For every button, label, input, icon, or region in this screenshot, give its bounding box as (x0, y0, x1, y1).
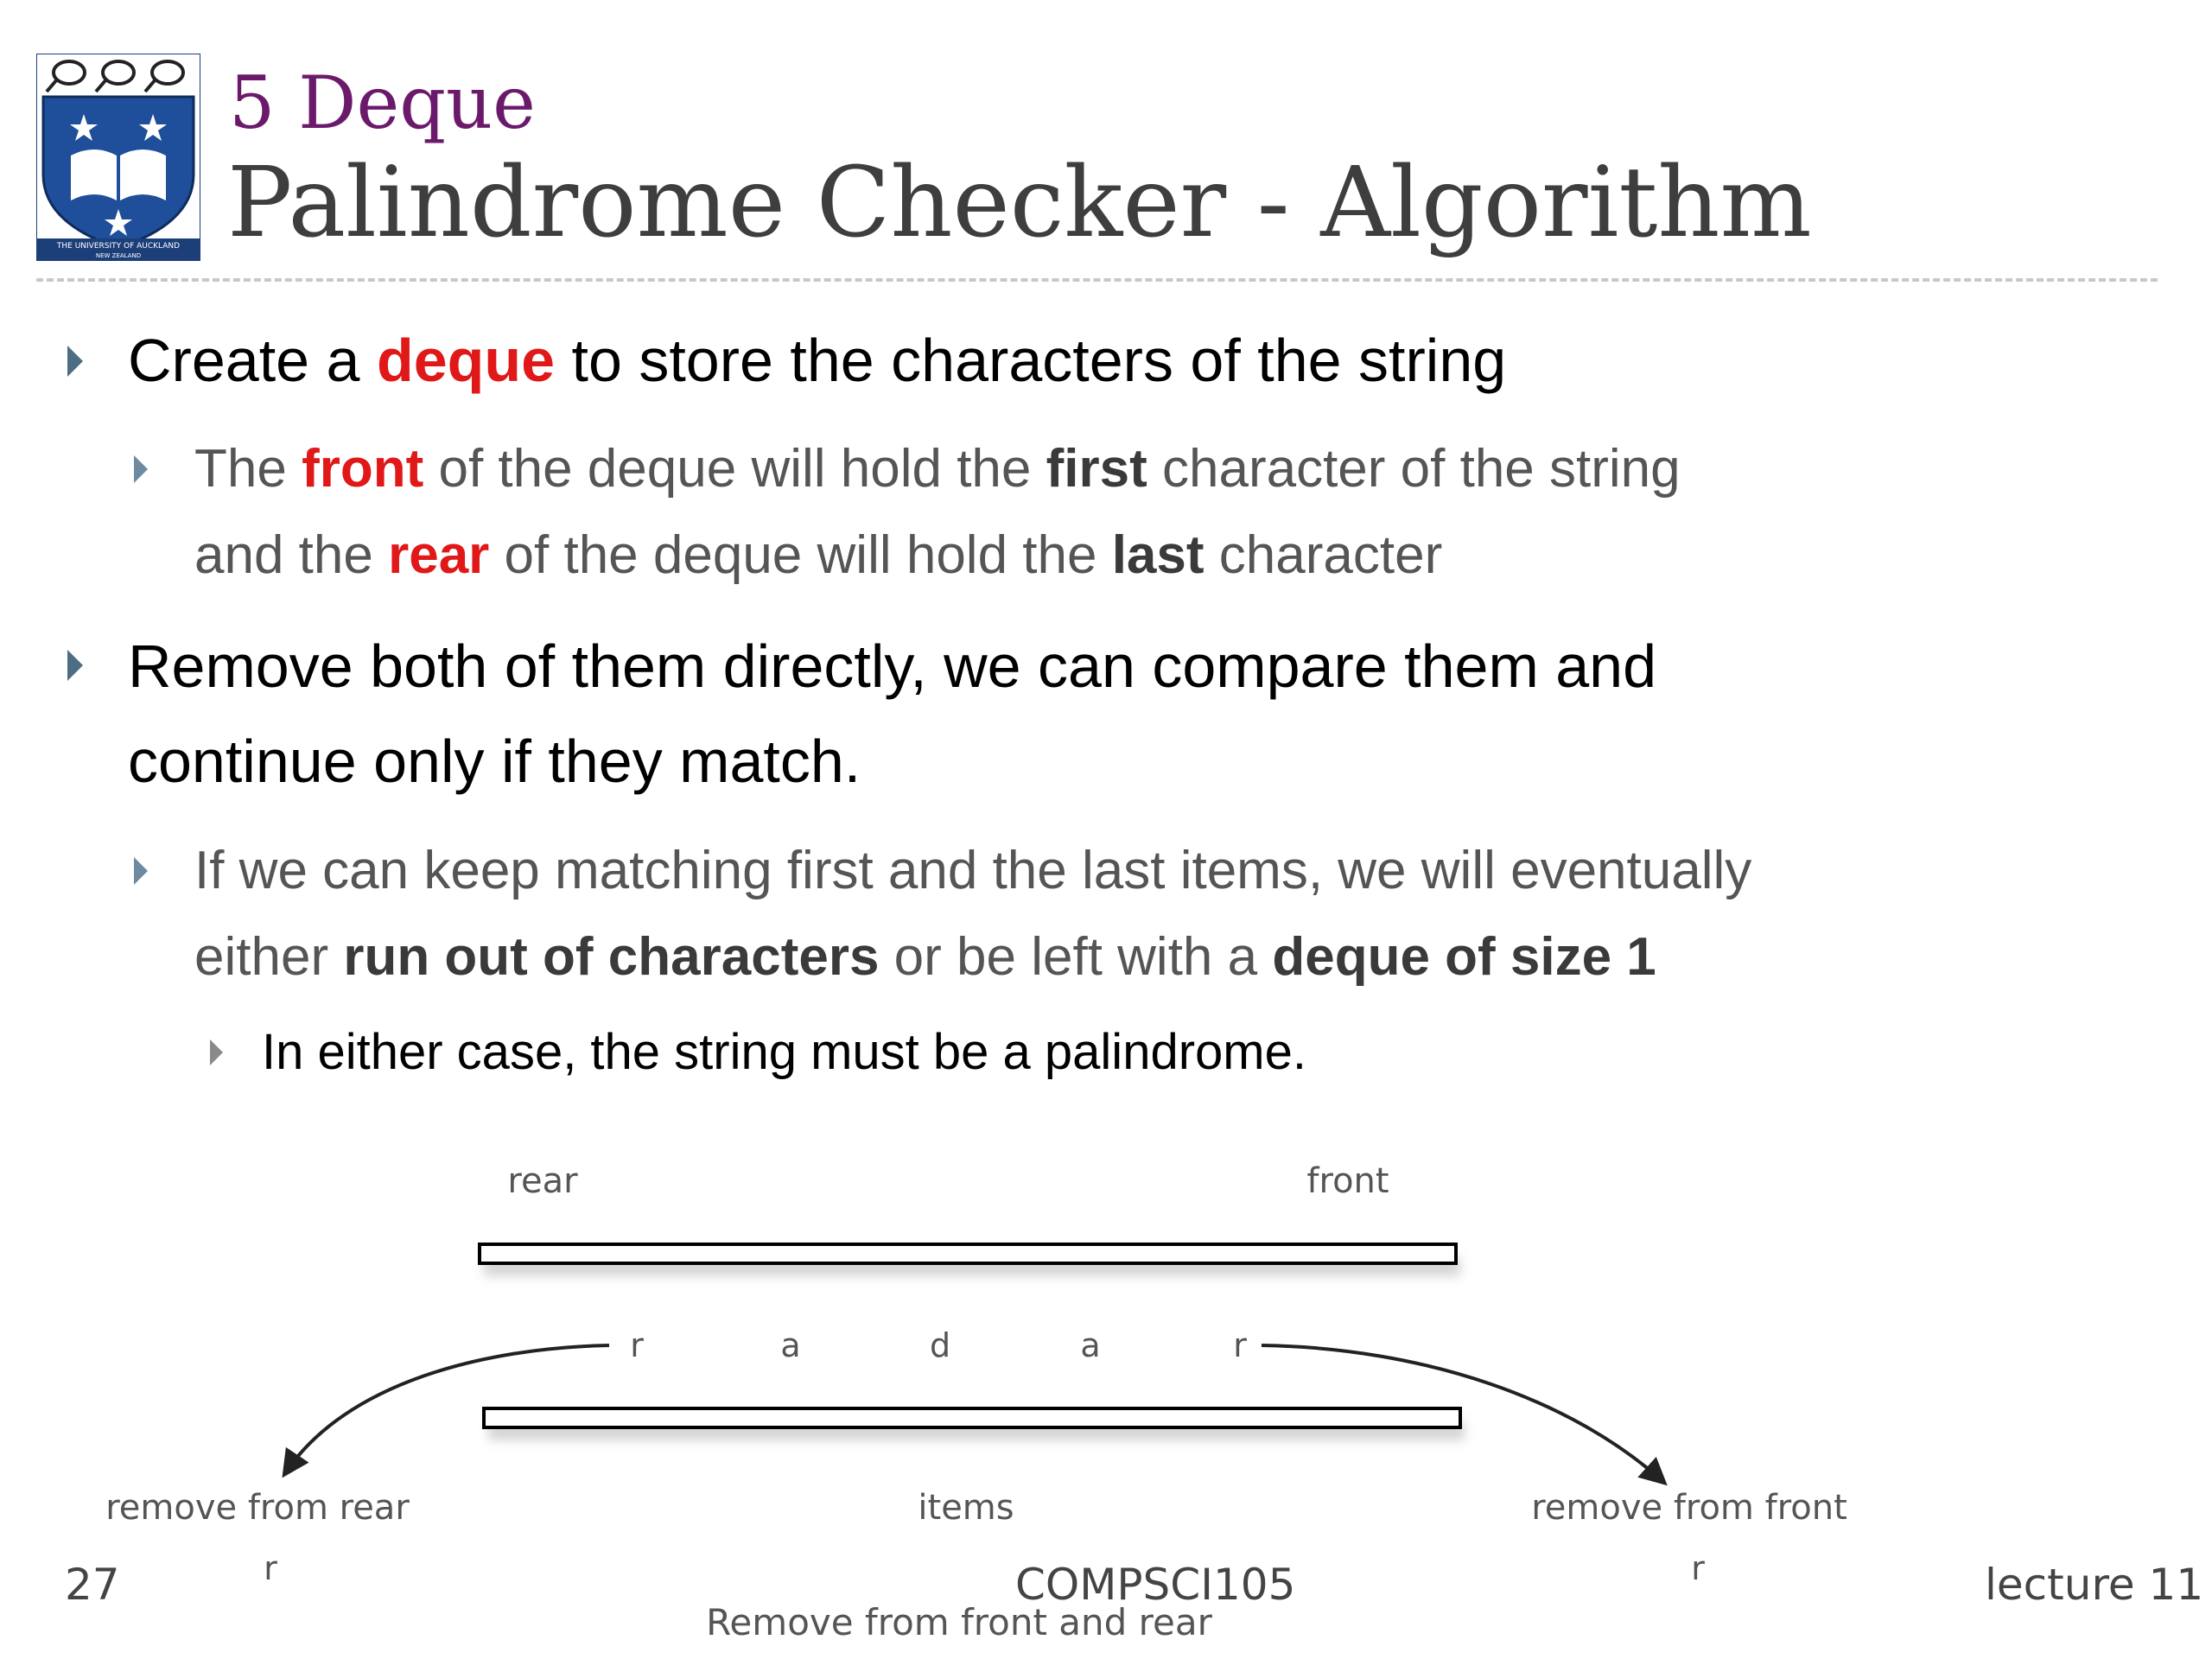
keyword-rear: rear (388, 525, 490, 585)
deque-item: d (929, 1326, 951, 1364)
deque-item: a (780, 1326, 801, 1364)
items-label: items (918, 1488, 1014, 1528)
deque-item: r (1233, 1326, 1247, 1364)
deque-bottom-wall (484, 1408, 1460, 1427)
section-title: 5 Deque (229, 60, 536, 145)
sub-sub-bullet-arrow-icon (210, 1039, 223, 1065)
front-label: front (1306, 1161, 1389, 1201)
deque-item: r (630, 1326, 644, 1364)
rear-label: rear (507, 1161, 578, 1201)
sub-bullet-arrow-icon (134, 455, 148, 483)
bullet-2-line-1: Remove both of them directly, we can compare them and (128, 632, 1657, 700)
deque-item: a (1080, 1326, 1101, 1364)
bullet-2-1-line-1: If we can keep matching first and the last items, we will eventually (194, 841, 1752, 900)
deque-top-wall (480, 1244, 1456, 1263)
bullet-1-1-line-1: The front of the deque will hold the first character of the string (194, 439, 1681, 499)
keyword-last: last (1111, 525, 1205, 585)
removed-rear-char: r (264, 1549, 277, 1587)
bullet-2-line-2: continue only if they match. (128, 728, 861, 795)
bullet-1-1-line-2: and the rear of the deque will hold the last character (194, 525, 1443, 585)
logo-caption-country: NEW ZEALAND (95, 252, 142, 259)
course-code: COMPSCI105 (1015, 1560, 1296, 1610)
slide-title: Palindrome Checker - Algorithm (227, 147, 1812, 259)
bullet-2-1-1: In either case, the string must be a palindrome. (262, 1024, 1306, 1080)
diagram-caption: Remove from front and rear (706, 1601, 1212, 1643)
logo-caption-university: THE UNIVERSITY OF AUCKLAND (56, 242, 181, 251)
page-number: 27 (65, 1560, 120, 1610)
keyword-deque: deque (376, 327, 556, 394)
remove-from-front-label: remove from front (1531, 1488, 1847, 1528)
bullet-1: Create a deque to store the characters of the string (128, 327, 1507, 394)
bullet-2-1-line-2: either run out of characters or be left with a deque of size 1 (194, 927, 1656, 987)
lecture-label: lecture 11 (1985, 1560, 2204, 1610)
keyword-run-out: run out of characters (343, 927, 880, 987)
keyword-front: front (302, 439, 424, 499)
university-crest-logo (36, 54, 200, 261)
remove-from-rear-label: remove from rear (105, 1488, 410, 1528)
bullet-arrow-icon (67, 346, 83, 377)
removed-front-char: r (1691, 1549, 1705, 1587)
sub-bullet-arrow-icon (134, 857, 148, 885)
keyword-size-one: deque of size 1 (1272, 927, 1656, 987)
title-divider (36, 278, 2158, 282)
bullet-arrow-icon (67, 650, 83, 681)
keyword-first: first (1046, 439, 1147, 499)
